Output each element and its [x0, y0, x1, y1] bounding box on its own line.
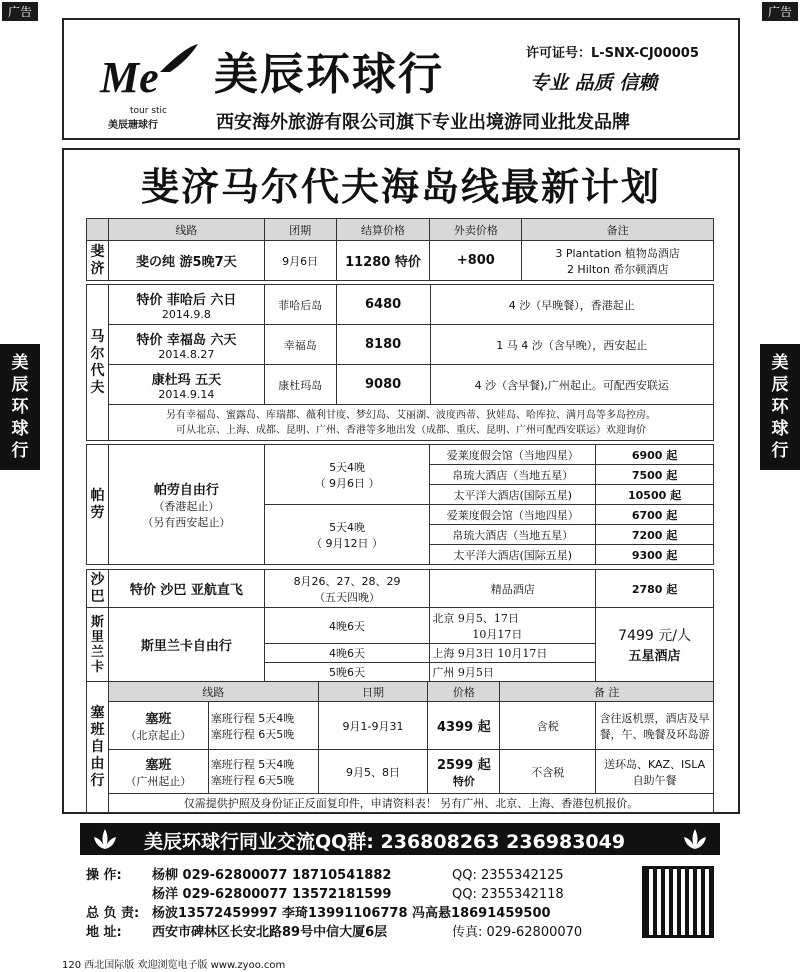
col-date: 日期	[318, 682, 428, 702]
table-header	[87, 219, 714, 241]
col-settle-price: 结算价格	[336, 219, 430, 241]
duration: 5晚6天	[264, 663, 430, 682]
side-label-left: 美 辰 环 球 行	[0, 344, 40, 470]
col-price: 价格	[428, 682, 500, 702]
license-number: 许可证号：L-SNX-CJ00005	[526, 46, 699, 61]
sell-price: +800	[430, 241, 522, 281]
note: 3 Plantation 植物岛酒店 2 Hilton 希尔顿酒店	[522, 241, 714, 281]
settle-price: 11280 特价	[336, 241, 430, 281]
city: 塞班 （广州起止）	[108, 750, 208, 794]
route-name: 特价 幸福岛 六天 2014.8.27	[108, 325, 264, 365]
col-note: 备注	[522, 219, 714, 241]
company-logo	[90, 42, 200, 130]
brand-subtitle: 西安海外旅游有限公司旗下专业出境游同业批发品牌	[216, 112, 630, 133]
duration: 4晚6天	[264, 608, 430, 644]
lotus-icon	[682, 827, 708, 851]
main-title: 斐济马尔代夫海岛线最新计划	[140, 165, 661, 209]
col-route: 线路	[108, 219, 264, 241]
itinerary: 塞班行程 5天4晚 塞班行程 6天5晚	[208, 702, 318, 750]
island: 菲哈后岛	[264, 285, 336, 325]
maldives-table	[86, 284, 714, 441]
palau-table	[86, 444, 714, 565]
note: 送环岛、KAZ、ISLA 自助午餐	[596, 750, 714, 794]
qq-group-text: 美辰环球行同业交流QQ群: 236808263 236983049	[144, 831, 626, 853]
route-name: 特价 菲哈后 六日 2014.9.8	[108, 285, 264, 325]
tour-date: 9月6日	[264, 241, 336, 281]
tour-table	[86, 218, 714, 281]
tax: 含税	[500, 702, 596, 750]
note: 4 沙（含早餐),广州起止。可配西安联运	[430, 365, 713, 405]
contact-block	[86, 866, 646, 942]
tour-date: 5天4晚 （ 9月12日 ）	[264, 505, 430, 565]
duration: 4晚6天	[264, 644, 430, 663]
slogan: 专业 品质 信赖	[530, 72, 658, 94]
note: 4 沙（早晚餐），香港起止	[430, 285, 713, 325]
settle-price: 9080	[336, 365, 430, 405]
table-row	[87, 570, 714, 608]
tour-date: 9月5、8日	[318, 750, 428, 794]
table-row	[87, 405, 714, 441]
tour-date: 8月26、27、28、29 （五天四晚）	[264, 570, 430, 608]
island: 康杜玛岛	[264, 365, 336, 405]
table-row	[87, 325, 714, 365]
brand-title: 美辰环球行	[214, 49, 444, 100]
footnote: 仅需提供护照及身份证正反面复印件，申请资料表！ 另有广州、北京、上海、香港包机报价。	[108, 794, 713, 813]
route-name: 斐の纯 游5晚7天	[108, 241, 264, 281]
departure: 上海 9月3日 10月17日	[430, 644, 596, 663]
route-name: 康杜玛 五天 2014.9.14	[108, 365, 264, 405]
region-label: 斐济	[87, 241, 109, 281]
region-label: 帕劳	[87, 445, 109, 565]
table-row	[87, 794, 714, 813]
price: 10500 起	[596, 485, 714, 505]
table-row	[87, 445, 714, 465]
contact-row: 操 作: 杨柳 029-62800077 18710541882 QQ: 2355342125	[86, 868, 564, 883]
contact-row: 地 址: 西安市碑林区长安北路89号中信大厦6层 传真: 029-62800070	[86, 925, 583, 940]
svg-text:Me: Me	[100, 53, 159, 102]
qq-group-bar	[80, 823, 720, 855]
table-row	[87, 365, 714, 405]
col-route: 线路	[108, 682, 318, 702]
sabah-table	[86, 569, 714, 608]
tour-date: 9月1-9月31	[318, 702, 428, 750]
price: 6900 起	[596, 445, 714, 465]
price: 7500 起	[596, 465, 714, 485]
col-note: 备 注	[500, 682, 714, 702]
col-date: 团期	[264, 219, 336, 241]
region-label: 马尔代夫	[87, 285, 109, 441]
tour-date: 5天4晚 （ 9月6日 ）	[264, 445, 430, 505]
settle-price: 8180	[336, 325, 430, 365]
ad-label-left: 广告	[2, 2, 38, 21]
settle-price: 6480	[336, 285, 430, 325]
island: 幸福岛	[264, 325, 336, 365]
logo-sub: 美辰瑭球行	[108, 120, 158, 131]
logo-wing-icon	[90, 42, 200, 102]
saipan-table	[86, 681, 714, 813]
table-row	[87, 285, 714, 325]
hotel: 太平洋大酒店(国际五星)	[430, 485, 596, 505]
region-label: 沙巴	[87, 570, 109, 608]
table-row	[87, 750, 714, 794]
page-footer: 120 西北国际版 欢迎浏览电子版 www.zyoo.com	[62, 960, 286, 971]
departure: 广州 9月5日	[430, 663, 596, 682]
price: 4399 起	[428, 702, 500, 750]
col-sell-price: 外卖价格	[430, 219, 522, 241]
table-row	[87, 702, 714, 750]
itinerary: 塞班行程 5天4晚 塞班行程 6天5晚	[208, 750, 318, 794]
hotel: 爱莱度假会馆（当地四星）	[430, 445, 596, 465]
side-label-right: 美 辰 环 球 行	[760, 344, 800, 470]
hotel: 帛琉大酒店（当地五星）	[430, 525, 596, 545]
srilanka-table	[86, 607, 714, 682]
tax: 不含税	[500, 750, 596, 794]
table-header	[87, 682, 714, 702]
city: 塞班 （北京起止）	[108, 702, 208, 750]
hotel: 帛琉大酒店（当地五星）	[430, 465, 596, 485]
departure: 北京 9月5、17日 10月17日	[430, 608, 596, 644]
note: 含往返机票，酒店及早餐，午、晚餐及环岛游	[596, 702, 714, 750]
table-row	[87, 241, 714, 281]
header-frame	[62, 18, 740, 140]
region-label: 斯里兰卡	[87, 608, 109, 682]
extra-note: 另有幸福岛、蜜露岛、库瑞都、薇利甘度、梦幻岛、艾丽湖、波度西蒂、狄娃岛、哈库拉、满月岛等多岛控房。 可从北京、上海、成都、昆明、广州、香港等多地出发（成都、重庆、昆明、广州可配西安联运）欢迎询价	[108, 405, 713, 441]
contact-row: 杨洋 029-62800077 13572181599 QQ: 2355342118	[152, 887, 564, 902]
price: 2599 起 特价	[428, 750, 500, 794]
price: 7499 元/人 五星酒店	[596, 608, 714, 682]
logo-text: tour stic	[130, 106, 167, 116]
qr-code[interactable]	[642, 866, 714, 938]
price: 7200 起	[596, 525, 714, 545]
route-name: 斯里兰卡自由行	[108, 608, 264, 682]
contact-row: 总 负 责: 杨波13572459997 李琦13991106778 冯高悬18691459500	[86, 906, 551, 921]
hotel: 爱莱度假会馆（当地四星）	[430, 505, 596, 525]
price: 9300 起	[596, 545, 714, 565]
hotel: 太平洋大酒店(国际五星)	[430, 545, 596, 565]
route-name: 帕劳自由行 （香港起止） （另有西安起止）	[108, 445, 264, 565]
note: 1 马 4 沙（含早晚），西安起止	[430, 325, 713, 365]
table-row	[87, 608, 714, 644]
price: 2780 起	[596, 570, 714, 608]
lotus-icon	[92, 827, 118, 851]
hotel: 精品酒店	[430, 570, 596, 608]
ad-label-right: 广告	[762, 2, 798, 21]
route-name: 特价 沙巴 亚航直飞	[108, 570, 264, 608]
region-label: 塞班自由行	[87, 682, 109, 813]
price: 6700 起	[596, 505, 714, 525]
